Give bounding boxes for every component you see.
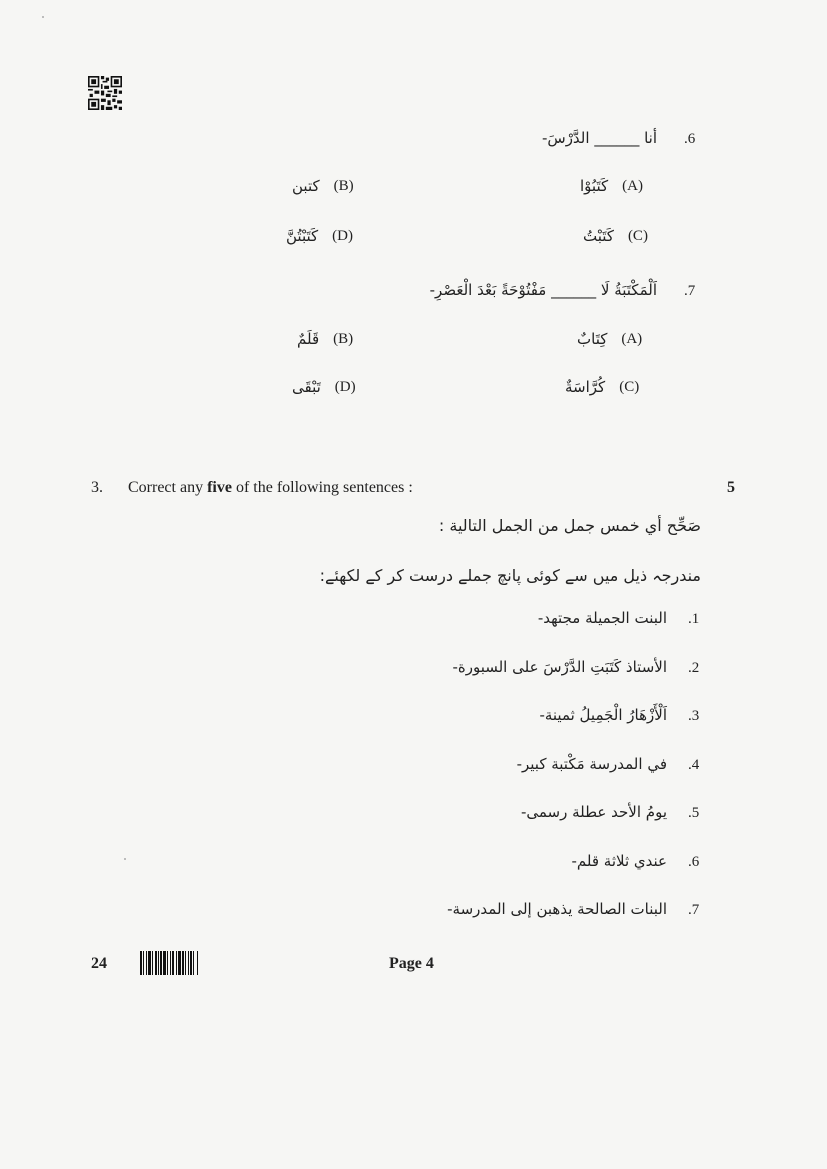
barcode-icon <box>140 951 230 975</box>
q7-option-c[interactable] <box>565 378 639 396</box>
sentence-1: البنت الجميلة مجتهد- <box>537 609 667 627</box>
sentence-1-number: .1 <box>688 611 700 627</box>
q6-option-d[interactable] <box>286 227 353 245</box>
sentence-4-number: .4 <box>688 757 700 773</box>
q6-option-b-text: كتبن <box>292 177 320 195</box>
sentence-5-number: .5 <box>688 805 700 821</box>
q7-option-c-text: كُرَّاسَةٌ <box>565 378 606 396</box>
q6-option-a-letter: (A) <box>622 177 643 194</box>
q6-option-a[interactable] <box>580 177 643 195</box>
q6-option-c-text: كَتَبْتُ <box>583 227 614 245</box>
sentence-2: الأستاذ كَتَبَتِ الدَّرْسَ على السبورة- <box>452 658 667 676</box>
scan-speck <box>42 16 44 18</box>
sentence-4: في المدرسة مَكْتبة كبير- <box>516 755 667 773</box>
sentence-6-number: .6 <box>688 854 700 870</box>
q7-stem: اَلْمَكْتَبَةُ لَا ______ مَفْتُوْحَةً بَعْدَ الْعَصْرِ- <box>429 281 657 299</box>
q7-option-a-text: كِتَابٌ <box>577 330 608 348</box>
q7-option-a-letter: (A) <box>621 330 643 347</box>
q6-option-c-letter: (C) <box>627 227 648 244</box>
section3-marks: 5 <box>727 479 735 496</box>
q6-option-d-letter: (D) <box>332 227 353 244</box>
q6-option-a-text: كَتَبُوْا <box>580 177 609 195</box>
sentence-3: اَلْأَزْهَارُ الْجَمِيلُ ثمينة- <box>539 706 667 724</box>
sentence-2-number: .2 <box>688 660 700 676</box>
qr-code-icon <box>88 76 122 110</box>
sentence-5: يومُ الأحد عطلة رسمى- <box>520 803 667 821</box>
q6-option-b-letter: (B) <box>333 177 354 194</box>
section3-instruction <box>128 479 413 497</box>
q7-option-b-letter: (B) <box>333 330 354 347</box>
q7-option-b[interactable] <box>297 330 353 348</box>
q7-option-c-letter: (C) <box>619 378 640 395</box>
footer-code: 24 <box>91 955 107 972</box>
sentence-7: البنات الصالحة يذهبن إلى المدرسة- <box>447 900 667 918</box>
scan-speck <box>124 858 126 860</box>
q6-number: .6 <box>684 131 696 147</box>
q6-stem: أنا ______ الدَّرْسَ- <box>541 129 657 147</box>
sentence-6: عندي ثلاثة قلم- <box>571 852 667 870</box>
q6-option-d-text: كَتَبْتُنَّ <box>286 227 319 245</box>
page-number: Page 4 <box>389 955 434 972</box>
q7-option-a[interactable] <box>577 330 642 348</box>
q7-option-b-text: قَلَمٌ <box>297 330 320 348</box>
q7-option-d[interactable] <box>292 378 356 396</box>
q6-option-b[interactable] <box>292 177 354 195</box>
barcode-stripe <box>198 951 200 975</box>
q7-number: .7 <box>684 283 696 299</box>
q7-option-d-text: تَبْقَى <box>292 378 321 396</box>
q6-option-c[interactable] <box>583 227 648 245</box>
arabic-instruction: صَحِّح أي خمس جمل من الجمل التالية : <box>438 516 701 535</box>
sentence-3-number: .3 <box>688 708 700 724</box>
sentence-7-number: .7 <box>688 902 700 918</box>
section3-number: 3. <box>91 479 103 496</box>
instruction-bold: five <box>207 479 232 496</box>
q7-option-d-letter: (D) <box>334 378 356 395</box>
instruction-suffix: of the following sentences : <box>231 479 413 496</box>
urdu-instruction: مندرجہ ذیل میں سے کوئی پانچ جملے درست کر کے لکھئے: <box>319 566 701 585</box>
instruction-prefix: Correct any <box>128 479 208 496</box>
